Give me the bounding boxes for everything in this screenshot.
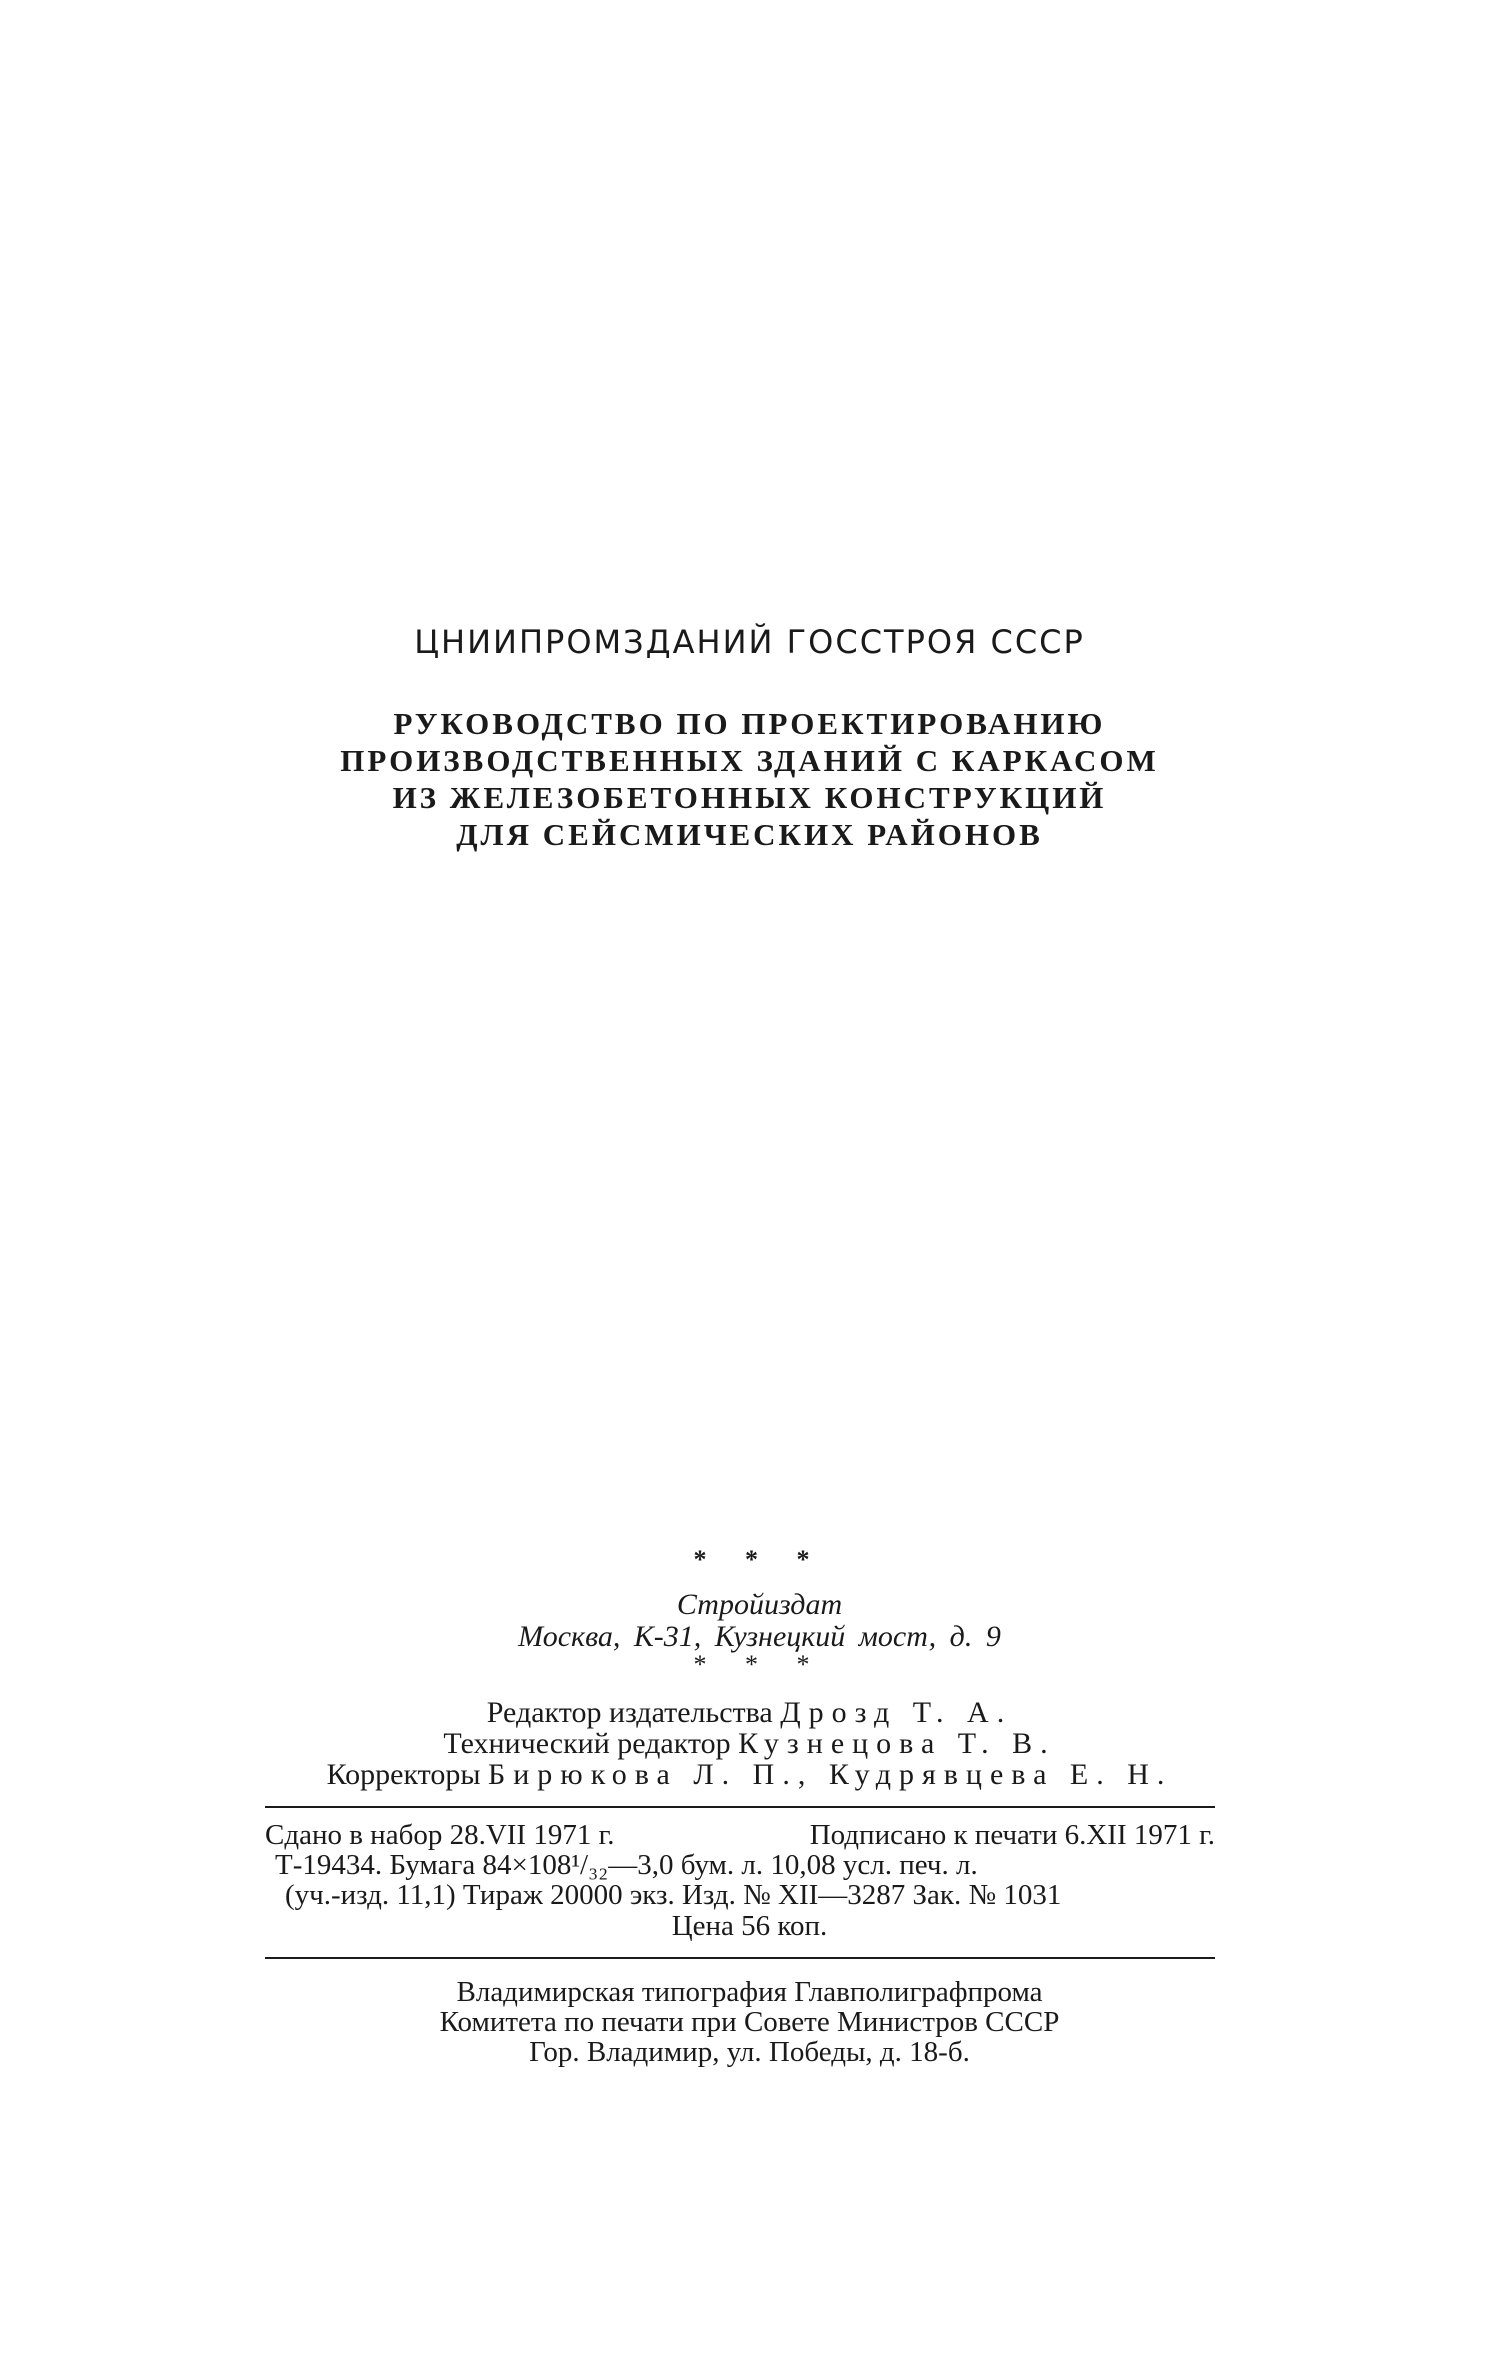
title-line-2: ПРОИЗВОДСТВЕННЫХ ЗДАНИЙ С КАРКАСОМ [340,743,1159,778]
publisher-address: Москва, К-31, Кузнецкий мост, д. 9 [518,1620,1001,1653]
imprint-signed: Подписано к печати 6.XII 1971 г. [809,1819,1215,1851]
imprint-submitted: Сдано в набор 28.VII 1971 г. [265,1819,615,1851]
printer-line-2: Комитета по печати при Совете Министров СССР [439,2006,1060,2038]
imprint-line-2: Т-19434. Бумага 84×108¹/₃₂—3,0 бум. л. 10,08 усл. печ. л. [275,1849,978,1881]
credit-person: Кузнецова Т. В. [738,1727,1056,1760]
title-line-4: ДЛЯ СЕЙСМИЧЕСКИХ РАЙОНОВ [456,817,1043,852]
divider-top [265,1806,1215,1808]
printer-line-3: Гор. Владимир, ул. Победы, д. 18-б. [529,2036,970,2068]
imprint-line-3: (уч.-изд. 11,1) Тираж 20000 экз. Изд. № XII—3287 Зак. № 1031 [285,1879,1062,1911]
credit-role: Корректоры [326,1758,481,1791]
credit-editor [0,1696,1499,1730]
imprint-price: Цена 56 коп. [671,1910,828,1942]
credit-proofreaders [0,1758,1499,1792]
organization-heading: ЦНИИПРОМЗДАНИЙ ГОССТРОЯ СССР [414,623,1085,661]
credit-person: Дрозд Т. А. [780,1696,1013,1729]
credit-person: Бирюкова Л. П., Кудрявцева Е. Н. [488,1758,1173,1791]
title-line-1: РУКОВОДСТВО ПО ПРОЕКТИРОВАНИЮ [393,706,1106,741]
publisher-name: Стройиздат [676,1588,843,1621]
title-line-3: ИЗ ЖЕЛЕЗОБЕТОННЫХ КОНСТРУКЦИЙ [392,780,1107,815]
credit-role: Редактор издательства [486,1696,773,1729]
printer-line-1: Владимирская типография Главполиграфпрома [456,1976,1043,2008]
imprint-line-1 [265,1819,1215,1852]
credit-tech-editor [0,1727,1499,1761]
divider-bottom [265,1957,1215,1959]
separator-stars-bottom: * * * [693,1650,826,1679]
separator-stars-top: * * * [693,1545,826,1574]
credit-role: Технический редактор [443,1727,731,1760]
